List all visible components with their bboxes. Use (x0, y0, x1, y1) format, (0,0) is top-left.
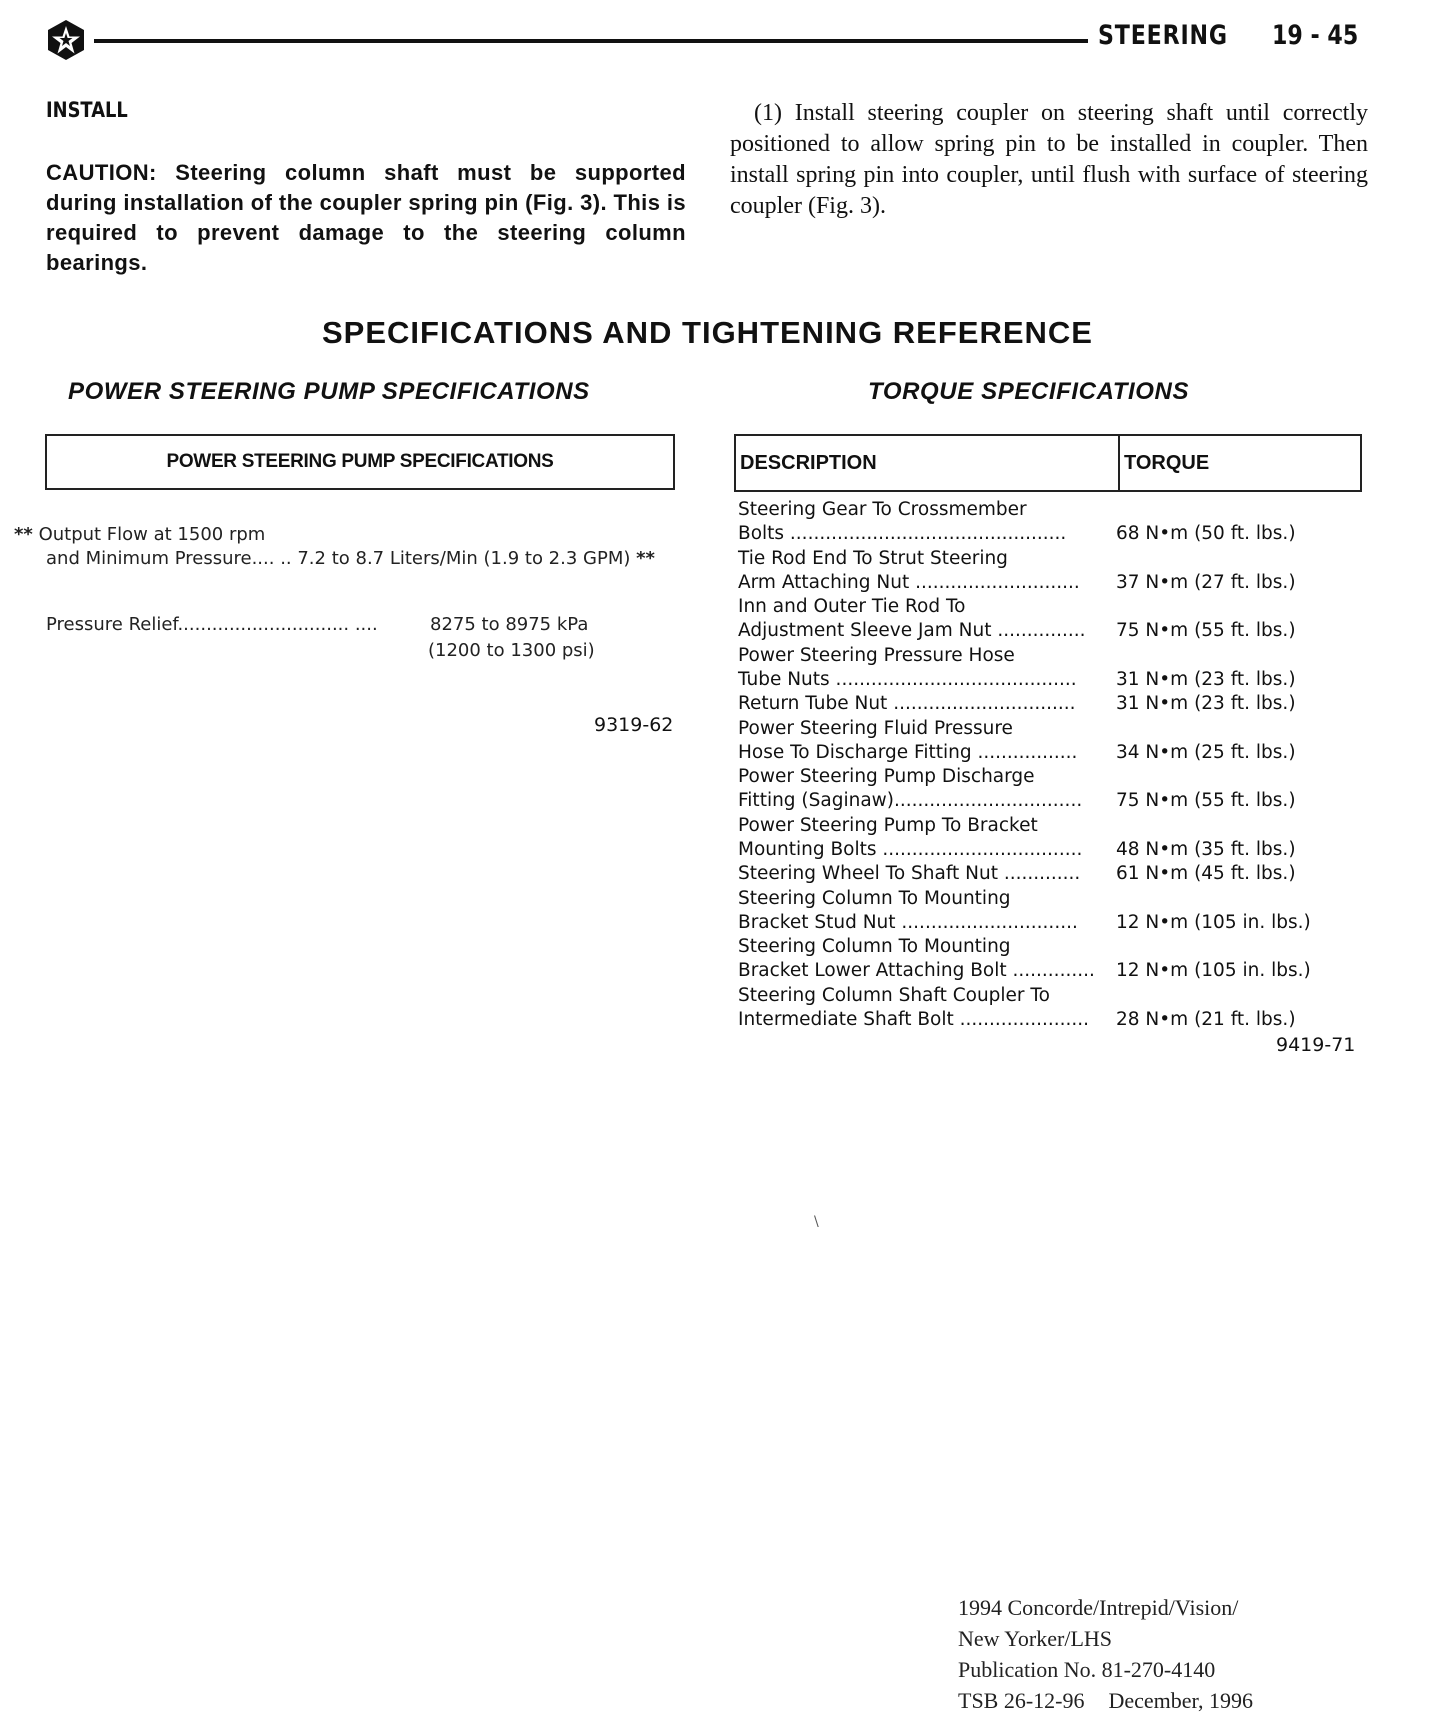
torque-value: 68 N•m (50 ft. lbs.) (1116, 523, 1296, 544)
table-row (738, 765, 1354, 813)
output-flow-line-2 (46, 548, 655, 569)
caution-note: CAUTION: Steering column shaft must be supported during installation of the coupler spring pin (Fig. 3). This is required to prevent damage to the steering column bearings. (46, 160, 686, 275)
torque-value: 75 N•m (55 ft. lbs.) (1116, 790, 1296, 811)
torque-figure-code: 9419-71 (1276, 1034, 1356, 1056)
footer-date: December, 1996 (1108, 1688, 1254, 1713)
table-row (738, 547, 1354, 595)
pressure-relief-value: 8275 to 8975 kPa (430, 614, 589, 635)
flow-prefix-marker: ** (14, 524, 33, 545)
specifications-title: SPECIFICATIONS AND TIGHTENING REFERENCE (322, 315, 1093, 350)
footer-models-line-2: New Yorker/LHS (958, 1626, 1112, 1651)
torque-value: 31 N•m (23 ft. lbs.) (1116, 668, 1296, 690)
torque-description: Power Steering Pressure Hose Tube Nuts ......................................... (738, 644, 1077, 690)
footer-publication-number: Publication No. 81-270-4140 (958, 1657, 1216, 1682)
torque-value: 48 N•m (35 ft. lbs.) (1116, 838, 1296, 860)
publication-footer (958, 1592, 1253, 1716)
torque-description: Tie Rod End To Strut Steering Arm Attaching Nut ............................ (738, 547, 1080, 593)
description-column-header: DESCRIPTION (736, 436, 1120, 490)
torque-description: Power Steering Pump To Bracket Mounting Bolts .................................. (738, 814, 1083, 860)
torque-description: Steering Wheel To Shaft Nut ............. (738, 863, 1081, 884)
section-title: STEERING (1098, 20, 1228, 51)
install-step-1: (1) Install steering coupler on steering shaft until correctly positioned to allow spring pin to be installed in coupler. Then install spring pin into coupler, until flush with surface of steering coupler (Fig. 3). (730, 100, 1368, 219)
torque-description: Steering Gear To Crossmember Bolts ............................................... (738, 499, 1067, 544)
torque-description: Return Tube Nut ............................... (738, 693, 1076, 714)
table-row (738, 887, 1354, 935)
pump-specifications-title: POWER STEERING PUMP SPECIFICATIONS (68, 378, 590, 405)
torque-specifications-title: TORQUE SPECIFICATIONS (868, 378, 1190, 405)
torque-description: Power Steering Pump Discharge Fitting (Saginaw)................................ (738, 766, 1083, 811)
output-flow-line-1 (14, 524, 265, 545)
output-flow-label: Output Flow at 1500 rpm (38, 524, 266, 545)
torque-value: 75 N•m (55 ft. lbs.) (1116, 620, 1296, 641)
table-row (738, 595, 1354, 643)
torque-value: 28 N•m (21 ft. lbs.) (1116, 1008, 1296, 1030)
output-flow-value: and Minimum Pressure.... .. 7.2 to 8.7 Liters/Min (1.9 to 2.3 GPM) (46, 548, 631, 569)
table-row (738, 692, 1354, 716)
torque-value: 12 N•m (105 in. lbs.) (1116, 960, 1311, 981)
pressure-relief-label: Pressure Relief.............................. .... (46, 614, 378, 635)
table-row (738, 717, 1354, 765)
table-row (738, 862, 1354, 886)
footer-tsb-line (958, 1685, 1253, 1716)
footer-tsb: TSB 26-12-96 (958, 1688, 1085, 1713)
torque-description: Steering Column To Mounting Bracket Lower Attaching Bolt .............. (738, 936, 1095, 981)
torque-table-header (734, 434, 1362, 492)
torque-value: 31 N•m (23 ft. lbs.) (1116, 693, 1296, 714)
torque-column-header: TORQUE (1124, 451, 1210, 474)
torque-table (738, 498, 1354, 1032)
pump-box-label: POWER STEERING PUMP SPECIFICATIONS (166, 451, 554, 472)
pressure-relief-psi: (1200 to 1300 psi) (428, 640, 595, 661)
table-row (738, 814, 1354, 862)
torque-value: 34 N•m (25 ft. lbs.) (1116, 741, 1296, 763)
pump-figure-code: 9319-62 (594, 714, 674, 736)
stray-mark: \ (814, 1214, 819, 1230)
torque-description: Power Steering Fluid Pressure Hose To Discharge Fitting ................. (738, 717, 1078, 763)
torque-description: Steering Column To Mounting Bracket Stud Nut .............................. (738, 887, 1078, 933)
pump-specifications-box (45, 434, 675, 490)
page-number: 19 - 45 (1272, 20, 1359, 51)
pentastar-logo-icon (44, 18, 88, 62)
table-row (738, 935, 1354, 983)
install-heading: INSTALL (46, 98, 128, 122)
table-row (738, 498, 1354, 546)
table-row (738, 984, 1354, 1032)
torque-value: 61 N•m (45 ft. lbs.) (1116, 863, 1296, 884)
flow-suffix-marker: ** (636, 548, 655, 569)
torque-value: 12 N•m (105 in. lbs.) (1116, 911, 1311, 933)
torque-description: Inn and Outer Tie Rod To Adjustment Sleeve Jam Nut ............... (738, 596, 1086, 641)
footer-models-line-1: 1994 Concorde/Intrepid/Vision/ (958, 1595, 1239, 1620)
torque-description: Steering Column Shaft Coupler To Intermediate Shaft Bolt ...................... (738, 984, 1090, 1030)
table-row (738, 644, 1354, 692)
torque-value: 37 N•m (27 ft. lbs.) (1116, 571, 1296, 593)
header-rule (94, 39, 1088, 43)
